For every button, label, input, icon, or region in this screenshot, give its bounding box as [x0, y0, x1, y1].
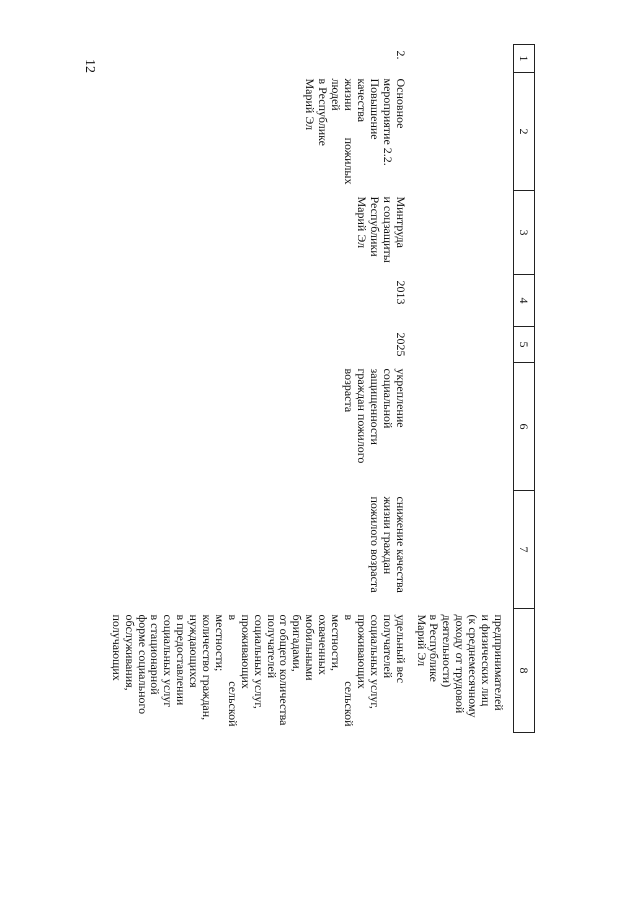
- indicator-text: удельный вес получателей социальных услуг, проживающих в сельской местности, охваченных мобильными бригадами, от общего количества получателей социальных услуг, проживающих в сельской местности; количество граждан, нуждающихся в предоставлении социальных услуг в стационарной форме социального обслуживания, получающих: [109, 614, 408, 727]
- header-col-4: 4: [514, 275, 535, 327]
- header-col-7: 7: [514, 491, 535, 609]
- page-number: 12: [82, 59, 97, 73]
- end-year: 2025: [393, 332, 408, 357]
- event-name: Основное мероприятие 2.2. Повышение качества жизни пожилых людей в Республике Марий Эл: [303, 78, 408, 185]
- header-col-6: 6: [514, 363, 535, 491]
- header-col-8: 8: [514, 609, 535, 733]
- header-col-3: 3: [514, 191, 535, 275]
- header-col-1: 1: [514, 45, 535, 73]
- risk-text: снижение качества жизни граждан пожилого возраста: [367, 496, 408, 593]
- start-year: 2013: [393, 280, 408, 305]
- expected-result: укрепление социальной защищенности граждан пожилого возраста: [342, 368, 408, 464]
- header-col-5: 5: [514, 327, 535, 363]
- program-table: [110, 44, 535, 733]
- table-row: [110, 45, 415, 733]
- executor: Минтруда и соцзащиты Республики Марий Эл: [354, 196, 408, 263]
- header-row: [514, 45, 535, 733]
- header-col-2: 2: [514, 73, 535, 191]
- rotated-table-area: [109, 44, 535, 874]
- prev-indicator-text: предпринимателей и физических лиц (к среднемесячному доходу от трудовой деятельности) в Республике Марий Эл: [414, 614, 506, 718]
- continuation-row: [415, 45, 514, 733]
- row-number: 2.: [393, 50, 408, 60]
